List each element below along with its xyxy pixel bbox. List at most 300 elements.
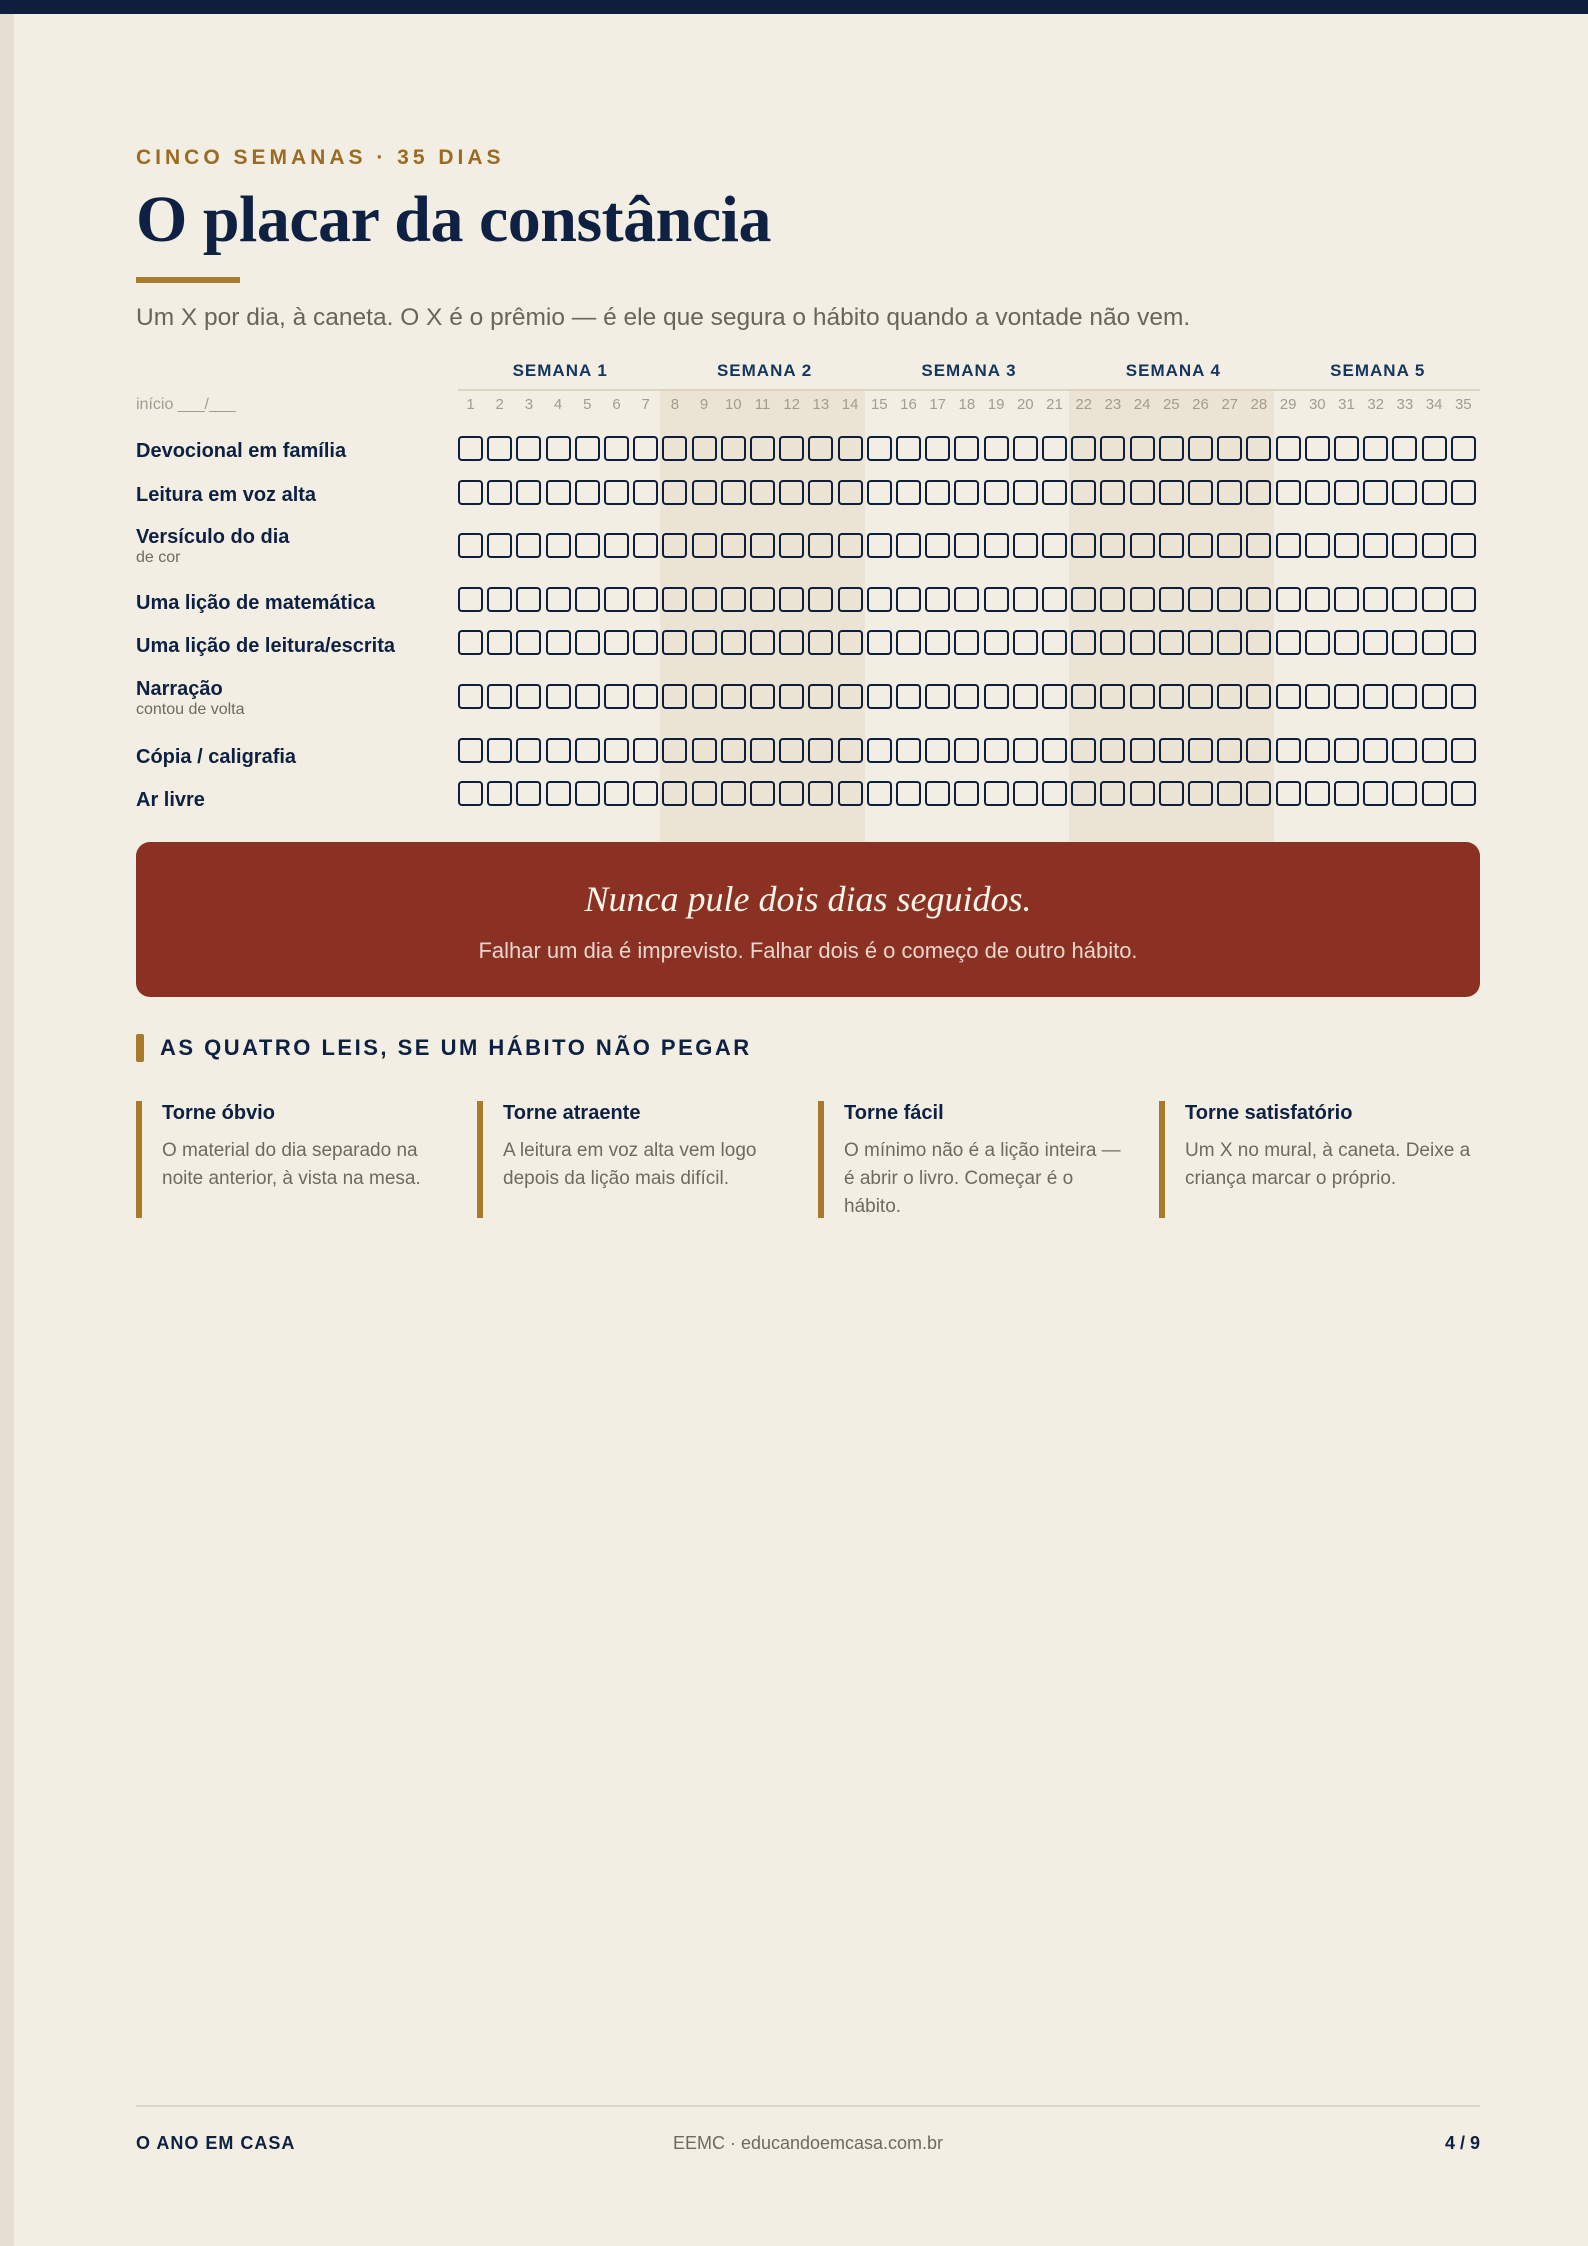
day-checkbox[interactable] — [925, 738, 950, 763]
day-checkbox[interactable] — [1042, 480, 1067, 505]
day-checkbox[interactable] — [633, 684, 658, 709]
day-checkbox[interactable] — [925, 630, 950, 655]
day-checkbox[interactable] — [516, 738, 541, 763]
day-number: 34 — [1425, 396, 1443, 413]
day-checkbox[interactable] — [1159, 587, 1184, 612]
day-checkbox[interactable] — [867, 630, 892, 655]
day-checkbox[interactable] — [692, 436, 717, 461]
day-checkbox[interactable] — [458, 587, 483, 612]
day-checkbox[interactable] — [1217, 436, 1242, 461]
day-checkbox[interactable] — [1159, 781, 1184, 806]
day-checkbox[interactable] — [662, 480, 687, 505]
day-checkbox[interactable] — [1422, 587, 1447, 612]
day-checkbox[interactable] — [1276, 630, 1301, 655]
day-checkbox[interactable] — [1276, 684, 1301, 709]
day-checkbox[interactable] — [1246, 738, 1271, 763]
day-checkbox[interactable] — [1451, 630, 1476, 655]
day-checkbox[interactable] — [487, 684, 512, 709]
day-checkbox[interactable] — [1217, 684, 1242, 709]
day-checkbox[interactable] — [1159, 436, 1184, 461]
day-checkbox[interactable] — [633, 738, 658, 763]
day-checkbox[interactable] — [1305, 630, 1330, 655]
day-checkbox[interactable] — [954, 781, 979, 806]
day-checkbox[interactable] — [1246, 533, 1271, 558]
day-checkbox[interactable] — [1363, 480, 1388, 505]
day-checkbox[interactable] — [1100, 480, 1125, 505]
day-checkbox[interactable] — [896, 684, 921, 709]
day-checkbox[interactable] — [1130, 587, 1155, 612]
day-checkbox[interactable] — [575, 781, 600, 806]
day-checkbox[interactable] — [925, 436, 950, 461]
day-checkbox[interactable] — [1334, 781, 1359, 806]
day-checkbox[interactable] — [1130, 480, 1155, 505]
day-checkbox[interactable] — [896, 587, 921, 612]
day-checkbox[interactable] — [487, 781, 512, 806]
day-checkbox[interactable] — [1130, 781, 1155, 806]
day-number: 7 — [641, 396, 650, 413]
day-checkbox[interactable] — [721, 587, 746, 612]
day-checkbox[interactable] — [487, 738, 512, 763]
day-checkbox[interactable] — [1392, 738, 1417, 763]
day-checkbox[interactable] — [1276, 738, 1301, 763]
day-checkbox[interactable] — [516, 684, 541, 709]
start-date-label: início ___/___ — [136, 396, 236, 413]
day-checkbox[interactable] — [1217, 587, 1242, 612]
day-checkbox[interactable] — [1188, 587, 1213, 612]
day-checkbox[interactable] — [896, 436, 921, 461]
day-checkbox[interactable] — [867, 684, 892, 709]
day-checkbox[interactable] — [867, 781, 892, 806]
day-number: 11 — [754, 396, 771, 413]
page-number: 4 / 9 — [1444, 2133, 1480, 2153]
day-checkbox[interactable] — [1276, 781, 1301, 806]
day-checkbox[interactable] — [925, 480, 950, 505]
day-checkbox[interactable] — [633, 781, 658, 806]
day-checkbox[interactable] — [750, 684, 775, 709]
day-checkbox[interactable] — [1305, 781, 1330, 806]
day-checkbox[interactable] — [1130, 738, 1155, 763]
day-checkbox[interactable] — [487, 587, 512, 612]
day-checkbox[interactable] — [516, 781, 541, 806]
day-checkbox[interactable] — [779, 436, 804, 461]
day-checkbox[interactable] — [1071, 436, 1096, 461]
day-checkbox[interactable] — [1422, 533, 1447, 558]
day-checkbox[interactable] — [954, 630, 979, 655]
banner-title: Nunca pule dois dias seguidos. — [584, 879, 1032, 919]
day-checkbox[interactable] — [1042, 781, 1067, 806]
day-checkbox[interactable] — [575, 630, 600, 655]
day-checkbox[interactable] — [1334, 587, 1359, 612]
day-checkbox[interactable] — [604, 630, 629, 655]
day-checkbox[interactable] — [1363, 436, 1388, 461]
day-checkbox[interactable] — [1392, 480, 1417, 505]
day-checkbox[interactable] — [867, 480, 892, 505]
day-checkbox[interactable] — [575, 480, 600, 505]
day-checkbox[interactable] — [984, 587, 1009, 612]
day-checkbox[interactable] — [984, 684, 1009, 709]
day-checkbox[interactable] — [1451, 738, 1476, 763]
day-checkbox[interactable] — [1159, 533, 1184, 558]
day-checkbox[interactable] — [1042, 533, 1067, 558]
day-checkbox[interactable] — [750, 781, 775, 806]
day-checkbox[interactable] — [925, 587, 950, 612]
day-checkbox[interactable] — [575, 436, 600, 461]
day-checkbox[interactable] — [779, 533, 804, 558]
day-checkbox[interactable] — [750, 738, 775, 763]
day-checkbox[interactable] — [779, 684, 804, 709]
day-checkbox[interactable] — [1188, 684, 1213, 709]
day-checkbox[interactable] — [458, 684, 483, 709]
day-checkbox[interactable] — [1334, 480, 1359, 505]
day-checkbox[interactable] — [808, 738, 833, 763]
day-checkbox[interactable] — [692, 781, 717, 806]
day-checkbox[interactable] — [1071, 533, 1096, 558]
day-checkbox[interactable] — [1334, 684, 1359, 709]
day-checkbox[interactable] — [1363, 533, 1388, 558]
habit-label — [136, 525, 451, 567]
day-checkbox[interactable] — [838, 480, 863, 505]
day-checkbox[interactable] — [546, 533, 571, 558]
day-checkbox[interactable] — [662, 684, 687, 709]
day-checkbox[interactable] — [838, 738, 863, 763]
day-checkbox[interactable] — [692, 630, 717, 655]
day-checkbox[interactable] — [954, 436, 979, 461]
day-checkbox[interactable] — [487, 533, 512, 558]
day-checkbox[interactable] — [458, 480, 483, 505]
day-checkbox[interactable] — [1100, 738, 1125, 763]
day-checkbox[interactable] — [1071, 781, 1096, 806]
day-checkbox[interactable] — [1217, 533, 1242, 558]
top-bar — [0, 0, 1588, 14]
day-checkbox[interactable] — [633, 587, 658, 612]
day-number: 9 — [699, 396, 709, 413]
day-checkbox[interactable] — [896, 781, 921, 806]
day-checkbox[interactable] — [779, 630, 804, 655]
day-checkbox[interactable] — [1159, 630, 1184, 655]
day-checkbox[interactable] — [1363, 781, 1388, 806]
day-checkbox[interactable] — [1071, 630, 1096, 655]
law-title: Torne fácil — [844, 1102, 944, 1124]
day-checkbox[interactable] — [721, 480, 746, 505]
day-checkbox[interactable] — [984, 480, 1009, 505]
day-checkbox[interactable] — [808, 587, 833, 612]
day-checkbox[interactable] — [1451, 587, 1476, 612]
day-checkbox[interactable] — [1246, 684, 1271, 709]
day-checkbox[interactable] — [1305, 587, 1330, 612]
day-checkbox[interactable] — [546, 587, 571, 612]
day-checkbox[interactable] — [1363, 630, 1388, 655]
day-checkbox[interactable] — [1013, 684, 1038, 709]
day-checkbox[interactable] — [1276, 587, 1301, 612]
day-checkbox[interactable] — [633, 436, 658, 461]
day-checkbox[interactable] — [896, 630, 921, 655]
day-checkbox[interactable] — [808, 781, 833, 806]
day-checkbox[interactable] — [692, 480, 717, 505]
day-checkbox[interactable] — [1130, 533, 1155, 558]
day-checkbox[interactable] — [1246, 480, 1271, 505]
day-checkbox[interactable] — [1422, 781, 1447, 806]
day-checkbox[interactable] — [838, 684, 863, 709]
day-checkbox[interactable] — [1100, 533, 1125, 558]
day-checkbox[interactable] — [1305, 684, 1330, 709]
day-checkbox[interactable] — [1100, 781, 1125, 806]
day-checkbox[interactable] — [896, 480, 921, 505]
day-checkbox[interactable] — [662, 587, 687, 612]
day-checkbox[interactable] — [1130, 630, 1155, 655]
day-checkbox[interactable] — [721, 738, 746, 763]
day-checkbox[interactable] — [458, 738, 483, 763]
day-checkbox[interactable] — [867, 587, 892, 612]
day-checkbox[interactable] — [604, 436, 629, 461]
day-checkbox[interactable] — [1188, 781, 1213, 806]
habit-label — [136, 677, 451, 719]
day-checkbox[interactable] — [1392, 781, 1417, 806]
day-checkbox[interactable] — [662, 533, 687, 558]
day-checkbox[interactable] — [662, 781, 687, 806]
day-checkbox[interactable] — [779, 781, 804, 806]
day-checkbox[interactable] — [1217, 480, 1242, 505]
day-checkbox[interactable] — [1071, 480, 1096, 505]
day-checkbox[interactable] — [1392, 630, 1417, 655]
day-checkbox[interactable] — [546, 781, 571, 806]
day-checkbox[interactable] — [1305, 480, 1330, 505]
day-checkbox[interactable] — [1071, 738, 1096, 763]
day-checkbox[interactable] — [867, 738, 892, 763]
day-checkbox[interactable] — [1276, 436, 1301, 461]
day-checkbox[interactable] — [1159, 480, 1184, 505]
day-checkbox[interactable] — [692, 738, 717, 763]
day-checkbox[interactable] — [1013, 738, 1038, 763]
day-checkbox[interactable] — [546, 684, 571, 709]
day-checkbox[interactable] — [1013, 587, 1038, 612]
day-checkbox[interactable] — [1042, 738, 1067, 763]
day-checkbox[interactable] — [692, 587, 717, 612]
day-checkbox[interactable] — [487, 630, 512, 655]
day-checkbox[interactable] — [692, 533, 717, 558]
habit-name: Uma lição de leitura/escrita — [136, 635, 396, 657]
day-checkbox[interactable] — [1217, 781, 1242, 806]
day-checkbox[interactable] — [546, 436, 571, 461]
day-checkbox[interactable] — [1042, 587, 1067, 612]
day-checkbox[interactable] — [838, 630, 863, 655]
day-checkbox[interactable] — [721, 436, 746, 461]
day-checkbox[interactable] — [1392, 587, 1417, 612]
day-checkbox[interactable] — [838, 436, 863, 461]
day-checkbox[interactable] — [808, 480, 833, 505]
day-checkbox[interactable] — [1100, 630, 1125, 655]
day-checkbox[interactable] — [546, 630, 571, 655]
day-checkbox[interactable] — [1100, 587, 1125, 612]
day-checkbox[interactable] — [1276, 533, 1301, 558]
day-checkbox[interactable] — [1451, 684, 1476, 709]
day-checkbox[interactable] — [1100, 436, 1125, 461]
day-checkbox[interactable] — [458, 781, 483, 806]
day-checkbox[interactable] — [838, 587, 863, 612]
day-checkbox[interactable] — [1246, 630, 1271, 655]
day-checkbox[interactable] — [1188, 630, 1213, 655]
day-checkbox[interactable] — [1188, 436, 1213, 461]
day-checkbox[interactable] — [1013, 436, 1038, 461]
day-checkbox[interactable] — [925, 781, 950, 806]
day-checkbox[interactable] — [721, 533, 746, 558]
day-checkbox[interactable] — [516, 587, 541, 612]
day-checkbox[interactable] — [1305, 436, 1330, 461]
day-checkbox[interactable] — [1422, 738, 1447, 763]
day-checkbox[interactable] — [1363, 738, 1388, 763]
day-checkbox[interactable] — [1071, 684, 1096, 709]
day-number: 35 — [1454, 396, 1472, 413]
day-checkbox[interactable] — [984, 781, 1009, 806]
day-checkbox[interactable] — [954, 533, 979, 558]
day-checkbox[interactable] — [516, 533, 541, 558]
day-checkbox[interactable] — [1042, 630, 1067, 655]
day-checkbox[interactable] — [984, 436, 1009, 461]
day-number: 13 — [812, 396, 830, 413]
day-checkbox[interactable] — [633, 533, 658, 558]
day-checkbox[interactable] — [575, 533, 600, 558]
day-checkbox[interactable] — [1246, 781, 1271, 806]
day-checkbox[interactable] — [925, 533, 950, 558]
day-checkbox[interactable] — [750, 587, 775, 612]
day-checkbox[interactable] — [954, 738, 979, 763]
day-checkbox[interactable] — [867, 533, 892, 558]
day-checkbox[interactable] — [575, 738, 600, 763]
day-checkbox[interactable] — [633, 630, 658, 655]
day-checkbox[interactable] — [779, 587, 804, 612]
day-checkbox[interactable] — [546, 480, 571, 505]
law-text: O material do dia separado na noite anterior, à vista na mesa. — [162, 1140, 421, 1189]
day-checkbox[interactable] — [721, 630, 746, 655]
day-checkbox[interactable] — [954, 480, 979, 505]
day-checkbox[interactable] — [984, 533, 1009, 558]
day-checkbox[interactable] — [1071, 587, 1096, 612]
day-checkbox[interactable] — [604, 587, 629, 612]
day-checkbox[interactable] — [954, 587, 979, 612]
day-checkbox[interactable] — [750, 630, 775, 655]
day-checkbox[interactable] — [487, 480, 512, 505]
day-checkbox[interactable] — [808, 684, 833, 709]
day-checkbox[interactable] — [458, 533, 483, 558]
day-checkbox[interactable] — [1334, 738, 1359, 763]
day-checkbox[interactable] — [458, 630, 483, 655]
day-checkbox[interactable] — [1013, 533, 1038, 558]
day-checkbox[interactable] — [779, 738, 804, 763]
day-checkbox[interactable] — [808, 533, 833, 558]
day-checkbox[interactable] — [1042, 436, 1067, 461]
day-checkbox[interactable] — [1159, 684, 1184, 709]
day-checkbox[interactable] — [1451, 533, 1476, 558]
banner-subtitle: Falhar um dia é imprevisto. Falhar dois é o começo de outro hábito. — [478, 938, 1138, 963]
day-checkbox[interactable] — [1392, 533, 1417, 558]
day-checkbox[interactable] — [1130, 684, 1155, 709]
day-checkbox[interactable] — [867, 436, 892, 461]
law-text: Um X no mural, à caneta. Deixe a criança marcar o próprio. — [1185, 1140, 1471, 1189]
day-checkbox[interactable] — [1188, 533, 1213, 558]
day-checkbox[interactable] — [721, 684, 746, 709]
day-checkbox[interactable] — [925, 684, 950, 709]
day-checkbox[interactable] — [1422, 630, 1447, 655]
day-checkbox[interactable] — [1013, 781, 1038, 806]
day-checkbox[interactable] — [1246, 587, 1271, 612]
day-checkbox[interactable] — [1130, 436, 1155, 461]
day-checkbox[interactable] — [1334, 436, 1359, 461]
day-checkbox[interactable] — [954, 684, 979, 709]
day-checkbox[interactable] — [516, 630, 541, 655]
day-checkbox[interactable] — [896, 533, 921, 558]
day-checkbox[interactable] — [1188, 738, 1213, 763]
day-checkbox[interactable] — [1188, 480, 1213, 505]
day-checkbox[interactable] — [1334, 630, 1359, 655]
day-checkbox[interactable] — [1217, 630, 1242, 655]
day-checkbox[interactable] — [838, 781, 863, 806]
day-checkbox[interactable] — [750, 533, 775, 558]
day-checkbox[interactable] — [546, 738, 571, 763]
day-number: 17 — [929, 396, 947, 413]
day-checkbox[interactable] — [604, 480, 629, 505]
day-checkbox[interactable] — [1246, 436, 1271, 461]
day-checkbox[interactable] — [1451, 781, 1476, 806]
day-checkbox[interactable] — [721, 781, 746, 806]
day-checkbox[interactable] — [692, 684, 717, 709]
day-checkbox[interactable] — [750, 436, 775, 461]
day-checkbox[interactable] — [838, 533, 863, 558]
day-checkbox[interactable] — [516, 480, 541, 505]
day-number: 26 — [1192, 396, 1209, 413]
day-checkbox[interactable] — [1363, 684, 1388, 709]
day-checkbox[interactable] — [1013, 480, 1038, 505]
day-checkbox[interactable] — [1042, 684, 1067, 709]
day-checkbox[interactable] — [1363, 587, 1388, 612]
day-checkbox[interactable] — [604, 684, 629, 709]
day-checkbox[interactable] — [1422, 684, 1447, 709]
day-checkbox[interactable] — [1392, 436, 1417, 461]
day-checkbox[interactable] — [1392, 684, 1417, 709]
day-checkbox[interactable] — [1305, 738, 1330, 763]
day-checkbox[interactable] — [604, 781, 629, 806]
day-checkbox[interactable] — [750, 480, 775, 505]
habit-note: contou de volta — [136, 701, 245, 718]
day-checkbox[interactable] — [1217, 738, 1242, 763]
day-checkbox[interactable] — [662, 436, 687, 461]
day-checkbox[interactable] — [516, 436, 541, 461]
day-checkbox[interactable] — [633, 480, 658, 505]
day-checkbox[interactable] — [779, 480, 804, 505]
day-checkbox[interactable] — [1276, 480, 1301, 505]
day-checkbox[interactable] — [896, 738, 921, 763]
day-checkbox[interactable] — [1422, 436, 1447, 461]
day-checkbox[interactable] — [575, 587, 600, 612]
day-checkbox[interactable] — [1422, 480, 1447, 505]
day-checkbox[interactable] — [1159, 738, 1184, 763]
day-checkbox[interactable] — [984, 630, 1009, 655]
day-checkbox[interactable] — [604, 738, 629, 763]
day-checkbox[interactable] — [1013, 630, 1038, 655]
day-checkbox[interactable] — [1334, 533, 1359, 558]
day-checkbox[interactable] — [487, 436, 512, 461]
day-checkbox[interactable] — [1305, 533, 1330, 558]
day-checkbox[interactable] — [1451, 480, 1476, 505]
day-checkbox[interactable] — [575, 684, 600, 709]
day-checkbox[interactable] — [1451, 436, 1476, 461]
day-checkbox[interactable] — [662, 738, 687, 763]
day-checkbox[interactable] — [604, 533, 629, 558]
day-checkbox[interactable] — [984, 738, 1009, 763]
day-checkbox[interactable] — [1100, 684, 1125, 709]
day-checkbox[interactable] — [808, 630, 833, 655]
day-checkbox[interactable] — [662, 630, 687, 655]
day-checkbox[interactable] — [458, 436, 483, 461]
day-checkbox[interactable] — [808, 436, 833, 461]
